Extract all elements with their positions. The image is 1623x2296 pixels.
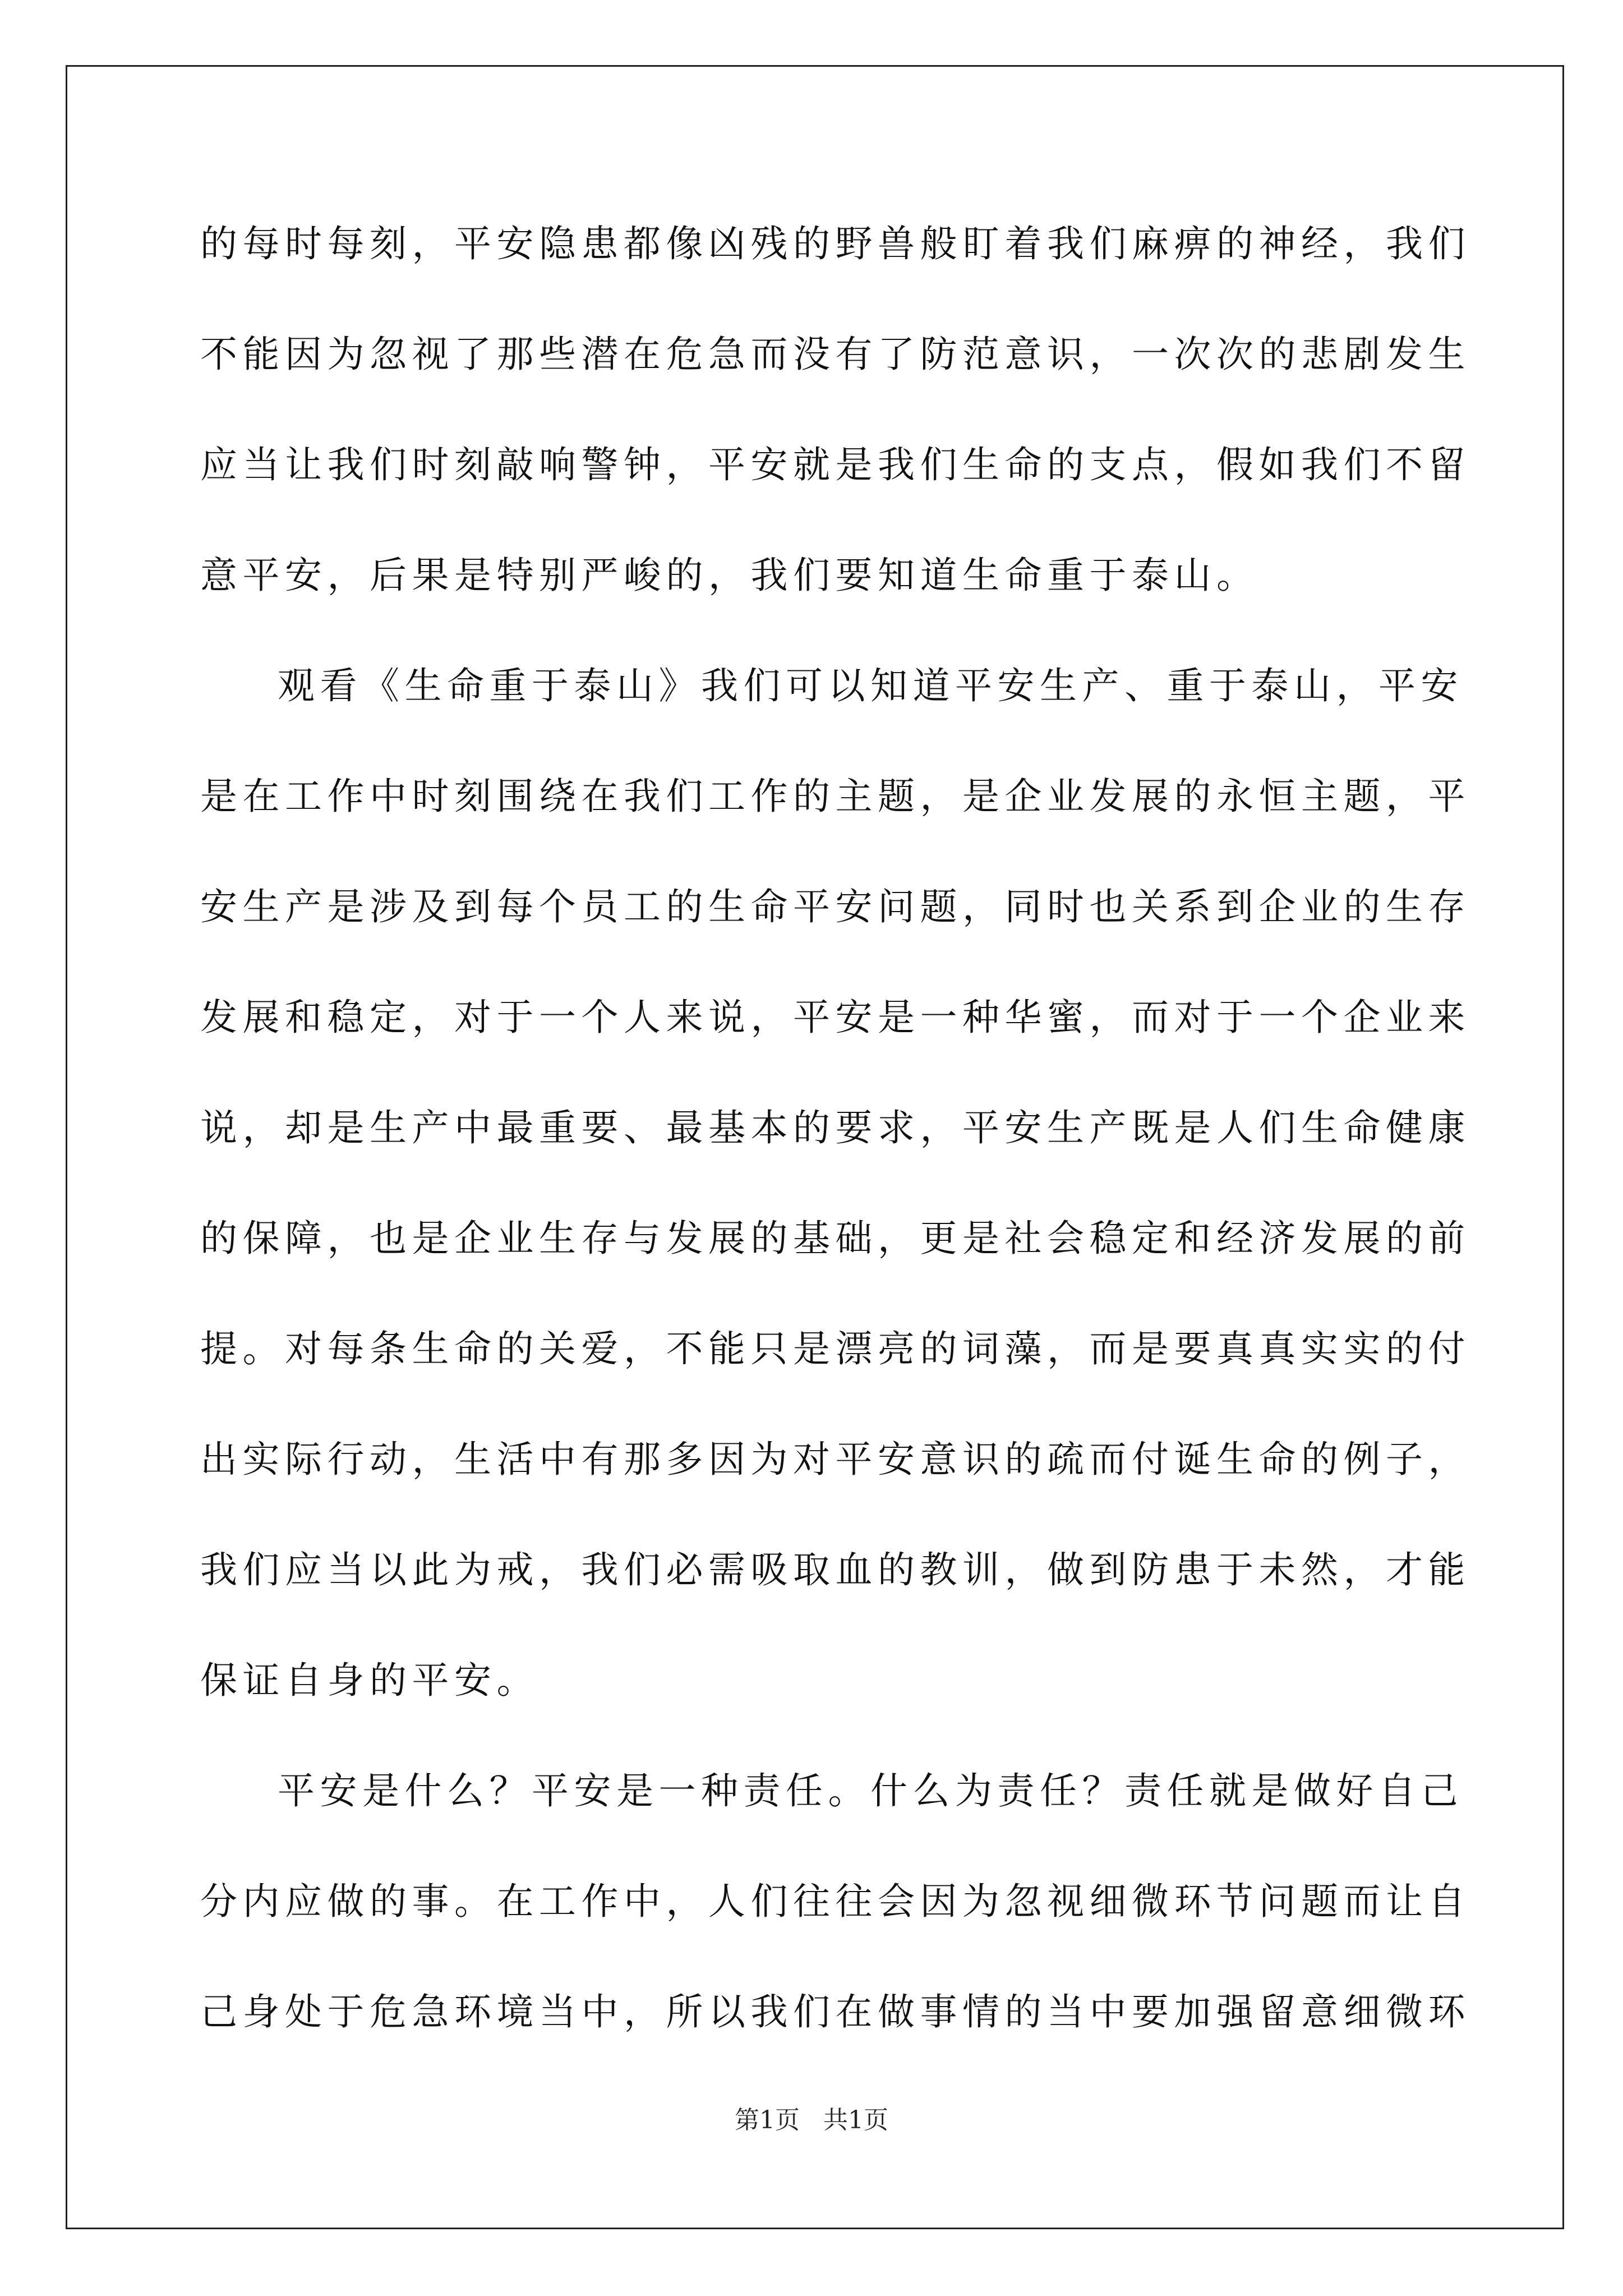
text-line: 的保障，也是企业生存与发展的基础，更是社会稳定和经济发展的前	[200, 1217, 1470, 1260]
text-line: 提。对每条生命的关爱，不能只是漂亮的词藻，而是要真真实实的付	[200, 1327, 1470, 1370]
text-line: 己身处于危急环境当中，所以我们在做事情的当中要加强留意细微环	[200, 1990, 1470, 2033]
text-line: 不能因为忽视了那些潜在危急而没有了防范意识，一次次的悲剧发生	[200, 333, 1470, 376]
text-line: 保证自身的平安。	[200, 1659, 539, 1702]
text-line: 我们应当以此为戒，我们必需吸取血的教训，做到防患于未然，才能	[200, 1548, 1470, 1591]
page-number-footer: 第1页 共1页	[735, 2106, 888, 2134]
text-line: 应当让我们时刻敲响警钟，平安就是我们生命的支点，假如我们不留	[200, 443, 1470, 486]
paragraph-first-line: 平安是什么？平安是一种责任。什么为责任？责任就是做好自己	[278, 1769, 1463, 1812]
text-line: 是在工作中时刻围绕在我们工作的主题，是企业发展的永恒主题，平	[200, 775, 1470, 818]
text-line: 发展和稳定，对于一个人来说，平安是一种华蜜，而对于一个企业来	[200, 996, 1470, 1039]
document-body	[200, 208, 1470, 2086]
text-line: 说，却是生产中最重要、最基本的要求，平安生产既是人们生命健康	[200, 1106, 1470, 1149]
text-line: 分内应做的事。在工作中，人们往往会因为忽视细微环节问题而让自	[200, 1880, 1470, 1923]
text-line: 的每时每刻，平安隐患都像凶残的野兽般盯着我们麻痹的神经，我们	[200, 222, 1470, 265]
text-line: 意平安，后果是特别严峻的，我们要知道生命重于泰山。	[200, 554, 1259, 597]
text-line: 安生产是涉及到每个员工的生命平安问题，同时也关系到企业的生存	[200, 885, 1470, 928]
paragraph-first-line: 观看《生命重于泰山》我们可以知道平安生产、重于泰山，平安	[278, 664, 1463, 707]
text-line: 出实际行动，生活中有那多因为对平安意识的疏而付诞生命的例子，	[200, 1438, 1470, 1481]
